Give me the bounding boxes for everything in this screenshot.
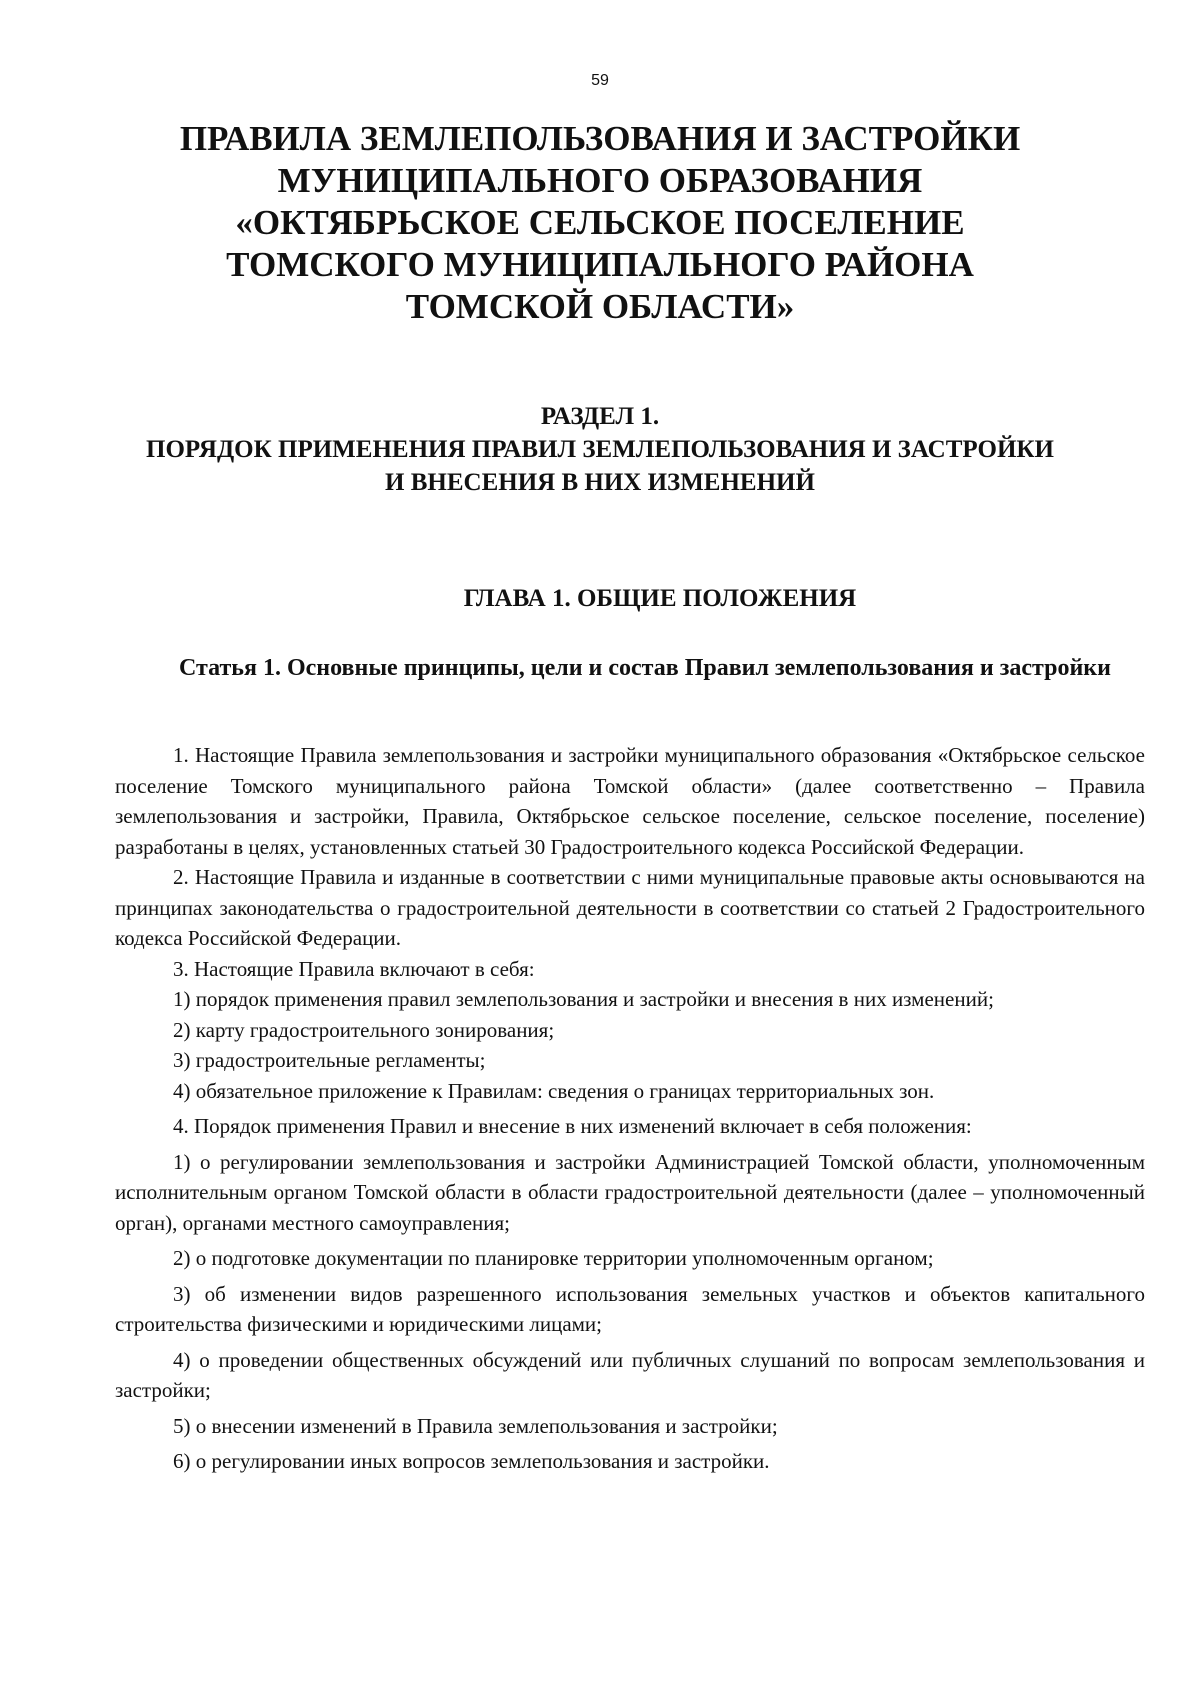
paragraph: 4. Порядок применения Правил и внесение в них изменений включает в себя положения: [173,1114,972,1138]
section-title-line: ПОРЯДОК ПРИМЕНЕНИЯ ПРАВИЛ ЗЕМЛЕПОЛЬЗОВАНИЯ И ЗАСТРОЙКИ [146,436,1054,463]
list-item: 5) о внесении изменений в Правила землепользования и застройки; [173,1413,778,1438]
page-number: 59 [591,72,609,89]
paragraph: 1. Настоящие Правила землепользования и застройки муниципального образования «Октябрьское сельское поселение Томского муниципального района Томской области» (далее соответственно – Правила землепользования и застройки, Правила, Октябрьское сельское поселение, сельское поселение, поселение) разработаны в целях, установленных статьей 30 Градостроительного кодекса Российской Федерации. [115,743,1145,859]
document-title-line: «ОКТЯБРЬСКОЕ СЕЛЬСКОЕ ПОСЕЛЕНИЕ [235,203,965,242]
document-title-line: ПРАВИЛА ЗЕМЛЕПОЛЬЗОВАНИЯ И ЗАСТРОЙКИ [179,119,1021,158]
document-title [150,118,1050,328]
chapter-heading: ГЛАВА 1. ОБЩИЕ ПОЛОЖЕНИЯ [463,585,857,612]
list-item: 1) о регулировании землепользования и застройки Администрацией Томской области, уполномоченным исполнительным органом Томской области в области градостроительной деятельности (далее – уполномоченный орган), органами местного самоуправления; [115,1149,1145,1235]
list-item: 2) карту градостроительного зонирования; [173,1017,555,1042]
section-title-line: И ВНЕСЕНИЯ В НИХ ИЗМЕНЕНИЙ [385,469,815,496]
article-body [115,740,1145,1477]
list-item: 1) порядок применения правил землепользования и застройки и внесения в них изменений; [173,987,994,1011]
paragraph: 2. Настоящие Правила и изданные в соответствии с ними муниципальные правовые акты основываются на принципах законодательства о градостроительной деятельности в соответствии со статьей 2 Градостроительного кодекса Российской Федерации. [115,865,1145,950]
paragraph: 3. Настоящие Правила включают в себя: [173,956,535,981]
list-item: 4) о проведении общественных обсуждений или публичных слушаний по вопросам землепользования и застройки; [115,1347,1145,1402]
list-item: 6) о регулировании иных вопросов землепользования и застройки. [173,1449,770,1473]
list-item: 2) о подготовке документации по планировке территории уполномоченным органом; [173,1246,934,1270]
list-item: 3) градостроительные регламенты; [173,1048,486,1072]
article-heading: Статья 1. Основные принципы, цели и состав Правил землепользования и застройки [179,655,1111,681]
document-title-line: МУНИЦИПАЛЬНОГО ОБРАЗОВАНИЯ [277,161,923,200]
list-item: 4) обязательное приложение к Правилам: сведения о границах территориальных зон. [173,1078,935,1103]
list-item: 3) об изменении видов разрешенного использования земельных участков и объектов капитального строительства физическими и юридическими лицами; [115,1281,1145,1336]
section-heading [100,400,1100,499]
document-title-line: ТОМСКОЙ ОБЛАСТИ» [405,287,795,326]
document-title-line: ТОМСКОГО МУНИЦИПАЛЬНОГО РАЙОНА [226,245,974,284]
section-label: РАЗДЕЛ 1. [540,403,660,430]
